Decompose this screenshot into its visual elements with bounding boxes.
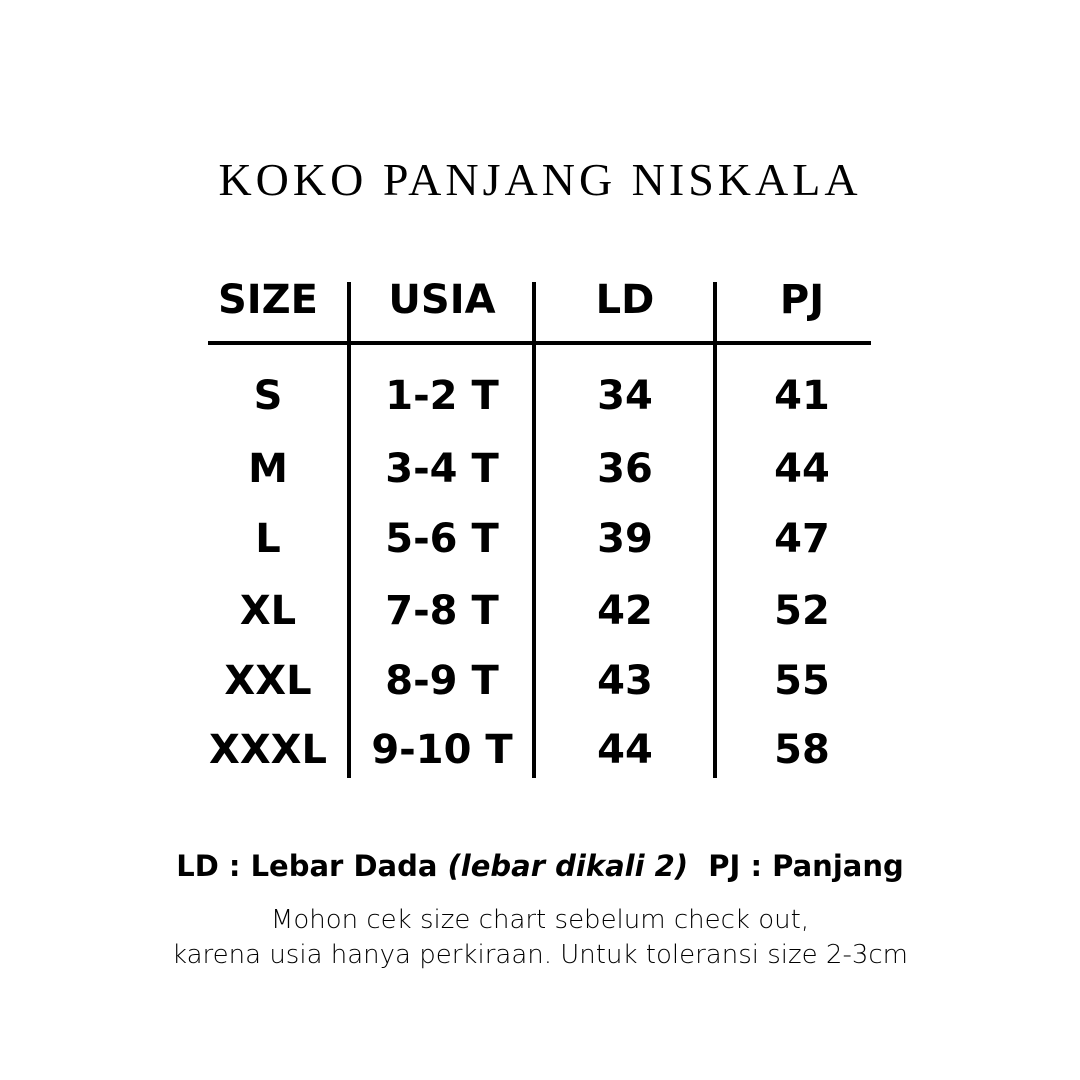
cell-size: XXL xyxy=(224,658,312,704)
cell-usia: 5-6 T xyxy=(385,516,499,562)
cell-size: L xyxy=(255,516,281,562)
cell-ld: 36 xyxy=(597,446,653,492)
header-ld: LD xyxy=(595,277,655,323)
cell-size: XXXL xyxy=(208,727,327,773)
header-divider xyxy=(208,341,871,345)
cell-ld: 42 xyxy=(597,588,653,634)
cell-usia: 8-9 T xyxy=(385,658,499,704)
cell-ld: 43 xyxy=(597,658,653,704)
cell-usia: 1-2 T xyxy=(385,373,499,419)
cell-pj: 55 xyxy=(774,658,830,704)
cell-pj: 47 xyxy=(774,516,830,562)
cell-usia: 7-8 T xyxy=(385,588,499,634)
legend xyxy=(0,846,1080,886)
cell-pj: 41 xyxy=(774,373,830,419)
note-line-2: karena usia hanya perkiraan. Untuk toleransi size 2-3cm xyxy=(172,940,908,970)
header-size: SIZE xyxy=(217,277,319,323)
legend-ld-note: (lebar dikali 2) xyxy=(447,849,689,883)
cell-pj: 44 xyxy=(774,446,830,492)
cell-usia: 9-10 T xyxy=(371,727,513,773)
legend-pj: PJ : Panjang xyxy=(708,849,904,883)
cell-pj: 52 xyxy=(774,588,830,634)
cell-size: M xyxy=(248,446,288,492)
cell-ld: 39 xyxy=(597,516,653,562)
page-title: KOKO PANJANG NISKALA xyxy=(218,154,862,205)
legend-ld: LD : Lebar Dada xyxy=(176,849,438,883)
note-line-1: Mohon cek size chart sebelum check out, xyxy=(270,905,810,935)
cell-usia: 3-4 T xyxy=(385,446,499,492)
header-usia: USIA xyxy=(388,277,496,323)
header-pj: PJ xyxy=(779,277,825,323)
cell-ld: 44 xyxy=(597,727,653,773)
cell-pj: 58 xyxy=(774,727,830,773)
cell-size: XL xyxy=(239,588,297,634)
cell-ld: 34 xyxy=(597,373,653,419)
cell-size: S xyxy=(253,373,283,419)
